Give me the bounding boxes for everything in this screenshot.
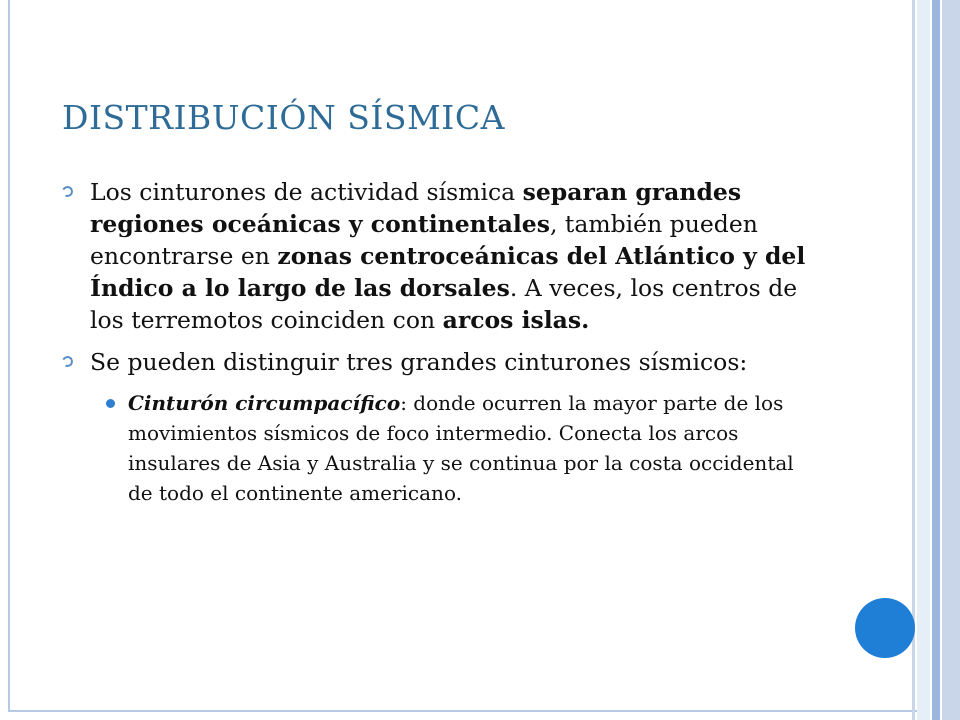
bullet-text: Se pueden distinguir tres grandes cinturones sísmicos: <box>90 348 748 376</box>
bullet-item <box>62 346 822 378</box>
bullet-ring-icon <box>60 354 74 368</box>
bullet-text: , también pueden encontrarse en <box>90 210 758 270</box>
bullet-dot-icon <box>106 399 115 408</box>
stripe <box>932 0 940 720</box>
bullet-text: . A veces, los centros de los terremotos coinciden con <box>90 274 798 334</box>
bullet-bold-text: arcos islas. <box>442 306 590 334</box>
bullet-item <box>62 176 822 336</box>
bullet-bold-text: separan grandes regiones oceánicas y continentales <box>90 178 742 238</box>
bullet-ring-icon <box>60 184 74 198</box>
sub-bullet-term: Cinturón circumpacífico <box>128 391 401 415</box>
bullet-text: Los cinturones de actividad sísmica <box>90 178 523 206</box>
decorative-stripes <box>912 0 960 720</box>
stripe <box>942 0 960 720</box>
stripe <box>912 0 915 720</box>
sub-bullet-item <box>62 388 822 508</box>
slide-content <box>62 176 822 508</box>
sub-bullet-text: : donde ocurren la mayor parte de los movimientos sísmicos de foco intermedio. Conecta los arcos insulares de Asia y Australia y se continua por la costa occidental de todo el continente americano. <box>128 391 794 505</box>
bullet-bold-text: zonas centroceánicas del Atlántico y del Índico a lo largo de las dorsales <box>90 242 806 302</box>
slide-title: DISTRIBUCIÓN SÍSMICA <box>62 98 505 137</box>
decorative-circle <box>855 598 915 658</box>
stripe <box>917 0 930 720</box>
